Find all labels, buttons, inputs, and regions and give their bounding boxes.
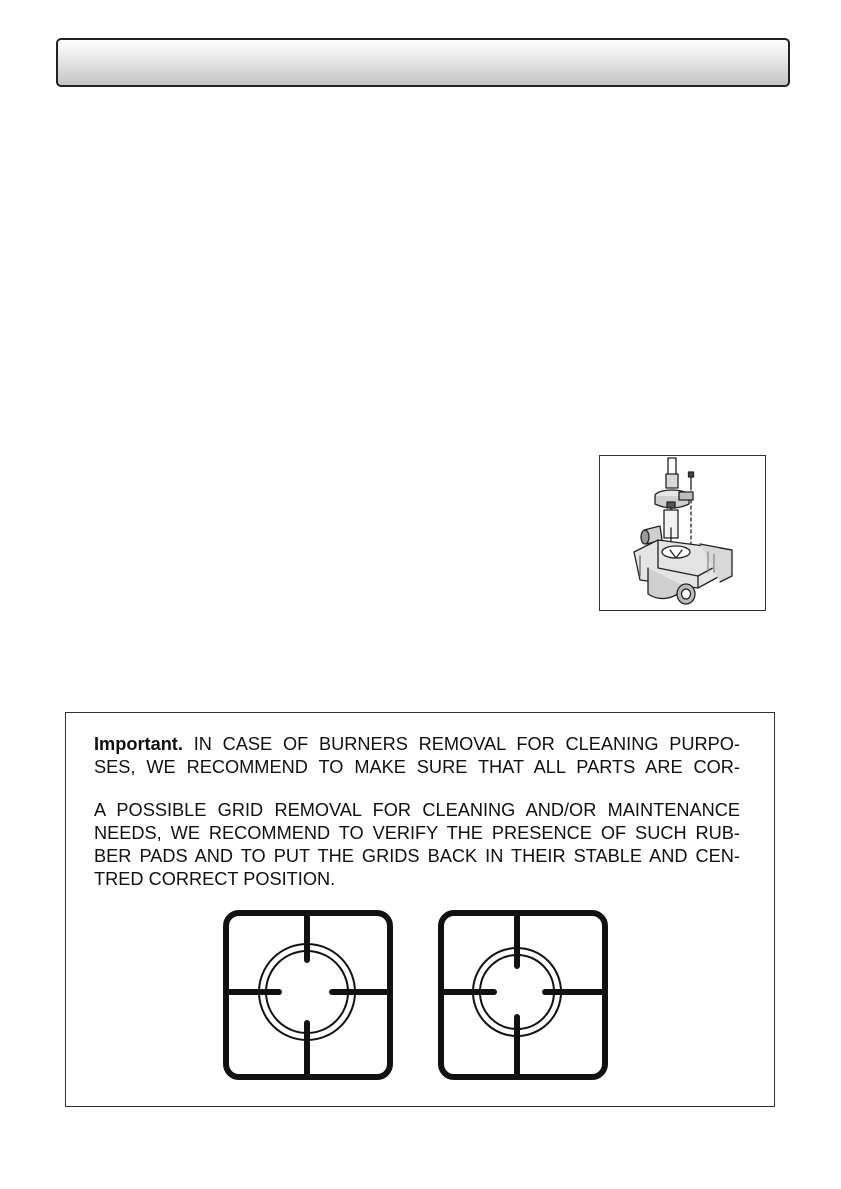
notice-paragraph-grids <box>94 799 740 891</box>
burner-valve-figure <box>599 455 766 611</box>
pan-support-grids <box>221 909 611 1084</box>
notice-paragraph-burners <box>94 733 740 779</box>
notice-lead: Important. <box>94 734 183 754</box>
notice-line: NEEDS, WE RECOMMEND TO VERIFY THE PRESENCE OF SUCH RUB- <box>94 823 740 843</box>
notice-line: SES, WE RECOMMEND TO MAKE SURE THAT ALL PARTS ARE COR- <box>94 757 740 777</box>
notice-line: BER PADS AND TO PUT THE GRIDS BACK IN THEIR STABLE AND CEN- <box>94 846 740 866</box>
section-header-bar <box>56 38 790 87</box>
notice-text: IN CASE OF BURNERS REMOVAL FOR CLEANING PURPO- <box>182 734 740 754</box>
pan-support-grid-icon <box>226 913 390 1077</box>
notice-line: TRED CORRECT POSITION. <box>94 869 336 889</box>
pan-support-grid-icon <box>441 913 605 1077</box>
important-notice-box <box>65 712 775 1107</box>
burner-valve-assembly-icon <box>600 456 765 610</box>
notice-line: A POSSIBLE GRID REMOVAL FOR CLEANING AND/OR MAINTENANCE <box>94 800 740 820</box>
notice-line <box>94 733 740 756</box>
